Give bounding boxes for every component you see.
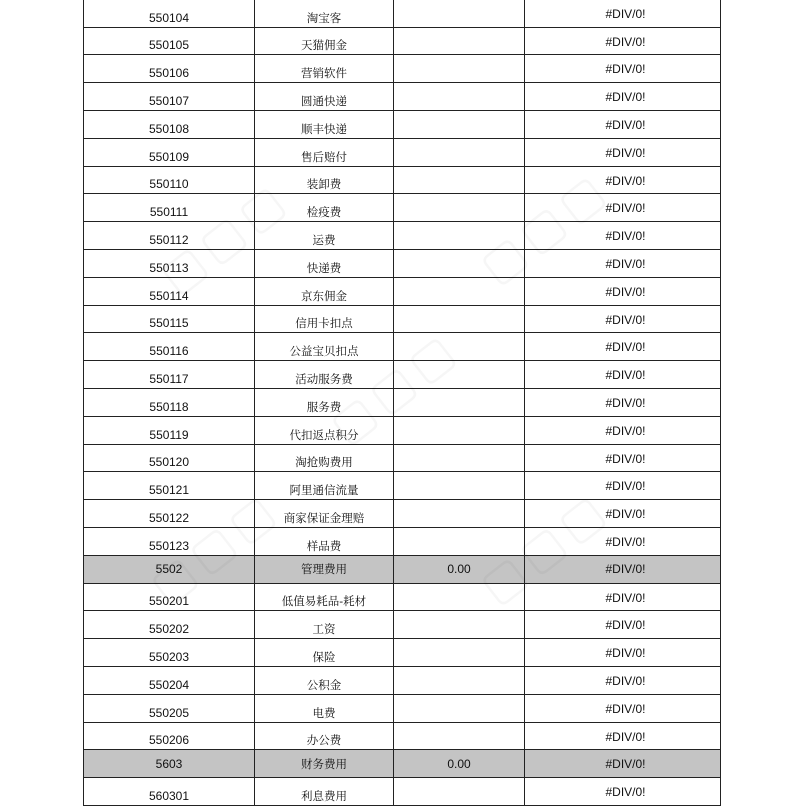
account-name-cell[interactable]: 公益宝贝扣点 xyxy=(255,333,394,360)
ratio-cell[interactable]: #DIV/0! xyxy=(605,590,646,605)
account-code-cell[interactable]: 550110 xyxy=(84,167,255,194)
table-row xyxy=(84,472,720,500)
account-code-cell[interactable]: 550116 xyxy=(84,333,255,360)
amount-cell[interactable] xyxy=(394,584,525,611)
account-name-cell[interactable]: 顺丰快递 xyxy=(255,111,394,138)
table-row xyxy=(84,250,720,278)
account-name-cell[interactable]: 公积金 xyxy=(255,667,394,694)
account-name-cell[interactable]: 活动服务费 xyxy=(255,361,394,388)
account-name-cell[interactable]: 阿里通信流量 xyxy=(255,472,394,499)
account-name-cell[interactable]: 淘宝客 xyxy=(255,0,394,27)
table-row xyxy=(84,723,720,751)
ratio-cell[interactable]: #DIV/0! xyxy=(605,312,646,327)
amount-cell[interactable] xyxy=(394,667,525,694)
ratio-cell[interactable]: #DIV/0! xyxy=(605,256,646,271)
table-row xyxy=(84,778,720,806)
ratio-cell[interactable]: #DIV/0! xyxy=(605,479,646,494)
account-name-cell[interactable]: 快递费 xyxy=(255,250,394,277)
table-row xyxy=(84,389,720,417)
table-row xyxy=(84,584,720,612)
account-code-cell[interactable]: 5603 xyxy=(84,750,255,777)
amount-cell[interactable]: 0.00 xyxy=(394,556,525,583)
account-code-cell[interactable]: 550203 xyxy=(84,639,255,666)
ratio-cell[interactable]: #DIV/0! xyxy=(605,6,646,21)
ratio-cell[interactable]: #DIV/0! xyxy=(605,646,646,661)
ratio-cell[interactable]: #DIV/0! xyxy=(605,90,646,105)
account-name-cell[interactable]: 售后赔付 xyxy=(255,139,394,166)
amount-cell[interactable] xyxy=(394,55,525,82)
ratio-cell[interactable]: #DIV/0! xyxy=(605,701,646,716)
amount-cell[interactable] xyxy=(394,111,525,138)
account-name-cell[interactable]: 样品费 xyxy=(255,528,394,555)
account-name-cell[interactable]: 装卸费 xyxy=(255,167,394,194)
amount-cell[interactable] xyxy=(394,695,525,722)
table-row xyxy=(84,361,720,389)
account-name-cell[interactable]: 利息费用 xyxy=(255,778,394,805)
table-row xyxy=(84,333,720,361)
ratio-cell[interactable]: #DIV/0! xyxy=(605,145,646,160)
table-row xyxy=(84,667,720,695)
table-row xyxy=(84,639,720,667)
subtotal-row xyxy=(84,556,720,584)
account-code-cell[interactable]: 550206 xyxy=(84,723,255,750)
account-name-cell[interactable]: 服务费 xyxy=(255,389,394,416)
amount-cell[interactable] xyxy=(394,472,525,499)
account-name-cell[interactable]: 天猫佣金 xyxy=(255,28,394,55)
account-code-cell[interactable]: 550112 xyxy=(84,222,255,249)
ratio-cell[interactable]: #DIV/0! xyxy=(605,62,646,77)
amount-cell[interactable] xyxy=(394,139,525,166)
ratio-cell[interactable]: #DIV/0! xyxy=(605,395,646,410)
amount-cell[interactable] xyxy=(394,500,525,527)
amount-cell[interactable]: 0.00 xyxy=(394,750,525,777)
table-row xyxy=(84,528,720,556)
account-code-cell[interactable]: 550119 xyxy=(84,417,255,444)
account-name-cell[interactable]: 电费 xyxy=(255,695,394,722)
ratio-cell[interactable]: #DIV/0! xyxy=(605,117,646,132)
amount-cell[interactable] xyxy=(394,639,525,666)
table-row xyxy=(84,222,720,250)
ratio-cell[interactable]: #DIV/0! xyxy=(605,284,646,299)
amount-cell[interactable] xyxy=(394,333,525,360)
table-row xyxy=(84,55,720,83)
ratio-cell[interactable]: #DIV/0! xyxy=(605,368,646,383)
subtotal-row xyxy=(84,750,720,778)
account-code-cell[interactable]: 550118 xyxy=(84,389,255,416)
account-name-cell[interactable]: 管理费用 xyxy=(255,556,394,583)
account-name-cell[interactable]: 京东佣金 xyxy=(255,278,394,305)
table-row xyxy=(84,167,720,195)
table-row xyxy=(84,611,720,639)
ratio-cell[interactable]: #DIV/0! xyxy=(605,562,646,577)
ratio-cell[interactable]: #DIV/0! xyxy=(605,785,646,800)
amount-cell[interactable] xyxy=(394,194,525,221)
table-row xyxy=(84,194,720,222)
account-code-cell[interactable]: 550122 xyxy=(84,500,255,527)
amount-cell[interactable] xyxy=(394,417,525,444)
account-name-cell[interactable]: 检疫费 xyxy=(255,194,394,221)
amount-cell[interactable] xyxy=(394,28,525,55)
amount-cell[interactable] xyxy=(394,278,525,305)
amount-cell[interactable] xyxy=(394,389,525,416)
account-name-cell[interactable]: 淘抢购费用 xyxy=(255,445,394,472)
ratio-cell[interactable]: #DIV/0! xyxy=(605,507,646,522)
account-code-cell[interactable]: 550204 xyxy=(84,667,255,694)
amount-cell[interactable] xyxy=(394,250,525,277)
account-code-cell[interactable]: 550106 xyxy=(84,55,255,82)
account-code-cell[interactable]: 550115 xyxy=(84,306,255,333)
table-row xyxy=(84,278,720,306)
ratio-cell[interactable]: #DIV/0! xyxy=(605,673,646,688)
ratio-cell[interactable]: #DIV/0! xyxy=(605,340,646,355)
account-name-cell[interactable]: 办公费 xyxy=(255,723,394,750)
ratio-cell[interactable]: #DIV/0! xyxy=(605,201,646,216)
account-code-cell[interactable]: 560301 xyxy=(84,778,255,805)
account-code-cell[interactable]: 550104 xyxy=(84,0,255,27)
ratio-cell[interactable]: #DIV/0! xyxy=(605,451,646,466)
table-row xyxy=(84,500,720,528)
table-row xyxy=(84,417,720,445)
ratio-cell[interactable]: #DIV/0! xyxy=(605,756,646,771)
ratio-cell[interactable]: #DIV/0! xyxy=(605,229,646,244)
account-code-cell[interactable]: 550113 xyxy=(84,250,255,277)
account-code-cell[interactable]: 550109 xyxy=(84,139,255,166)
account-code-cell[interactable]: 550107 xyxy=(84,83,255,110)
account-name-cell[interactable]: 财务费用 xyxy=(255,750,394,777)
account-code-cell[interactable]: 550108 xyxy=(84,111,255,138)
account-name-cell[interactable]: 工资 xyxy=(255,611,394,638)
table-row xyxy=(84,28,720,56)
table-row xyxy=(84,139,720,167)
amount-cell[interactable] xyxy=(394,0,525,27)
account-name-cell[interactable]: 商家保证金理赔 xyxy=(255,500,394,527)
amount-cell[interactable] xyxy=(394,83,525,110)
amount-cell[interactable] xyxy=(394,361,525,388)
amount-cell[interactable] xyxy=(394,528,525,555)
account-code-cell[interactable]: 550111 xyxy=(84,194,255,221)
ratio-cell[interactable]: #DIV/0! xyxy=(605,618,646,633)
table-row xyxy=(84,445,720,473)
expense-table xyxy=(83,0,721,806)
account-name-cell[interactable]: 圆通快递 xyxy=(255,83,394,110)
account-code-cell[interactable]: 550105 xyxy=(84,28,255,55)
amount-cell[interactable] xyxy=(394,167,525,194)
table-row xyxy=(84,695,720,723)
table-row xyxy=(84,111,720,139)
account-name-cell[interactable]: 运费 xyxy=(255,222,394,249)
amount-cell[interactable] xyxy=(394,445,525,472)
account-name-cell[interactable]: 信用卡扣点 xyxy=(255,306,394,333)
ratio-cell[interactable]: #DIV/0! xyxy=(605,34,646,49)
account-code-cell[interactable]: 550114 xyxy=(84,278,255,305)
amount-cell[interactable] xyxy=(394,778,525,805)
ratio-cell[interactable]: #DIV/0! xyxy=(605,423,646,438)
account-code-cell[interactable]: 550205 xyxy=(84,695,255,722)
amount-cell[interactable] xyxy=(394,222,525,249)
account-code-cell[interactable]: 550117 xyxy=(84,361,255,388)
account-name-cell[interactable]: 代扣返点积分 xyxy=(255,417,394,444)
ratio-cell[interactable]: #DIV/0! xyxy=(605,173,646,188)
account-name-cell[interactable]: 低值易耗品-耗材 xyxy=(255,584,394,611)
amount-cell[interactable] xyxy=(394,306,525,333)
account-code-cell[interactable]: 550123 xyxy=(84,528,255,555)
table-row xyxy=(84,0,720,28)
account-code-cell[interactable]: 550202 xyxy=(84,611,255,638)
table-row xyxy=(84,83,720,111)
account-name-cell[interactable]: 营销软件 xyxy=(255,55,394,82)
table-row xyxy=(84,306,720,334)
account-code-cell[interactable]: 550201 xyxy=(84,584,255,611)
ratio-cell[interactable]: #DIV/0! xyxy=(605,534,646,549)
account-name-cell[interactable]: 保险 xyxy=(255,639,394,666)
amount-cell[interactable] xyxy=(394,611,525,638)
ratio-cell[interactable]: #DIV/0! xyxy=(605,729,646,744)
account-code-cell[interactable]: 550121 xyxy=(84,472,255,499)
account-code-cell[interactable]: 5502 xyxy=(84,556,255,583)
account-code-cell[interactable]: 550120 xyxy=(84,445,255,472)
amount-cell[interactable] xyxy=(394,723,525,750)
